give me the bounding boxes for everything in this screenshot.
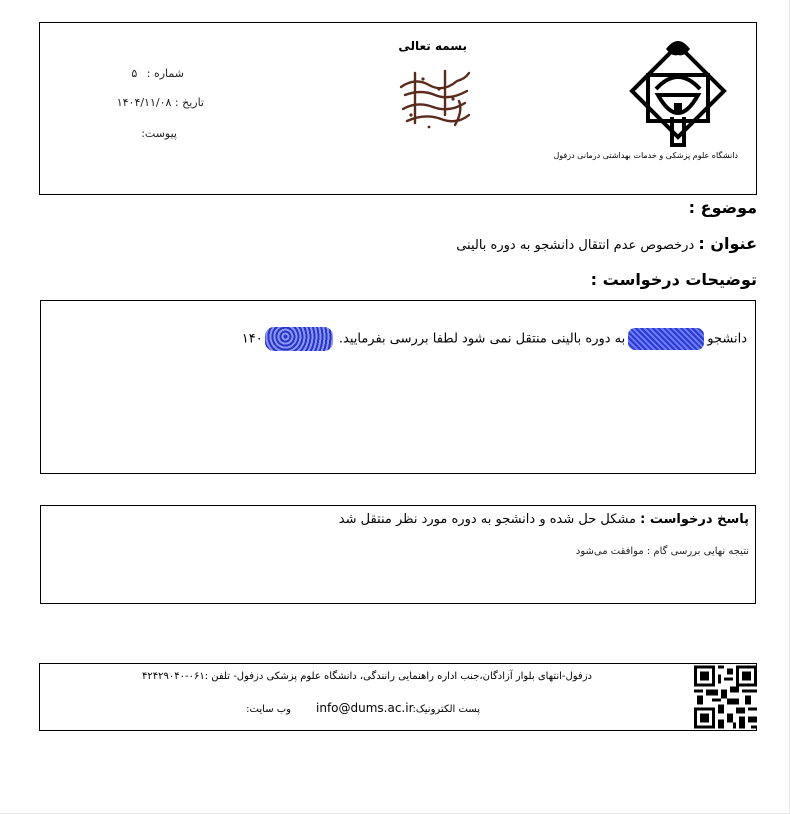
title-row <box>456 234 757 253</box>
redacted-year <box>265 327 333 351</box>
email-link[interactable]: info@dums.ac.ir <box>316 701 414 715</box>
slogan-calligraphy <box>395 65 475 135</box>
request-text-middle: به دوره بالینی منتقل نمی شود لطفا بررسی بفرمایید. <box>338 331 626 347</box>
university-logo <box>618 35 738 170</box>
response-row <box>339 512 749 527</box>
letter-header <box>39 22 757 195</box>
letter-date <box>117 96 204 109</box>
subject-label: موضوع : <box>688 198 757 217</box>
final-result: نتیجه نهایی بررسی گام : موافقت می‌شود <box>575 546 749 557</box>
letter-number <box>131 67 184 80</box>
response-box <box>40 505 756 604</box>
website-label: وب سایت: <box>246 704 291 715</box>
response-label: پاسخ درخواست : <box>640 512 749 527</box>
logo-caption: دانشگاه علوم پزشکی و خدمات بهداشتی درمانی دزفول <box>553 151 738 160</box>
letter-attachment: پیوست: <box>141 127 177 140</box>
email-label: پست الکترونیک: <box>412 704 480 715</box>
request-heading: توضیحات درخواست : <box>590 270 757 289</box>
date-label: تاریخ : <box>174 96 204 109</box>
bismillah-heading: بسمه تعالی <box>398 39 467 53</box>
footer-address: دزفول-انتهای بلوار آزادگان،جنب اداره راهنمایی رانندگی، دانشگاه علوم پزشکی دزفول- تلفن :۰۶۱-۴۲۴۲۹۰۴۰ <box>142 671 592 682</box>
qr-code-icon <box>694 665 757 729</box>
title-label: عنوان : <box>698 234 757 253</box>
request-box <box>40 300 756 474</box>
redacted-student-name <box>628 328 704 350</box>
request-text-start: دانشجو <box>707 331 747 347</box>
number-value: ۵ <box>131 67 138 80</box>
date-value: ۱۴۰۴/۱۱/۰۸ <box>116 96 172 109</box>
letter-footer <box>39 663 757 731</box>
request-text <box>242 327 747 351</box>
response-text: مشکل حل شده و دانشجو به دوره مورد نظر منتقل شد <box>338 512 637 527</box>
request-year-prefix: ۱۴۰ <box>241 331 263 347</box>
number-label: شماره : <box>146 67 184 80</box>
title-value: درخصوص عدم انتقال دانشجو به دوره بالینی <box>456 238 695 253</box>
